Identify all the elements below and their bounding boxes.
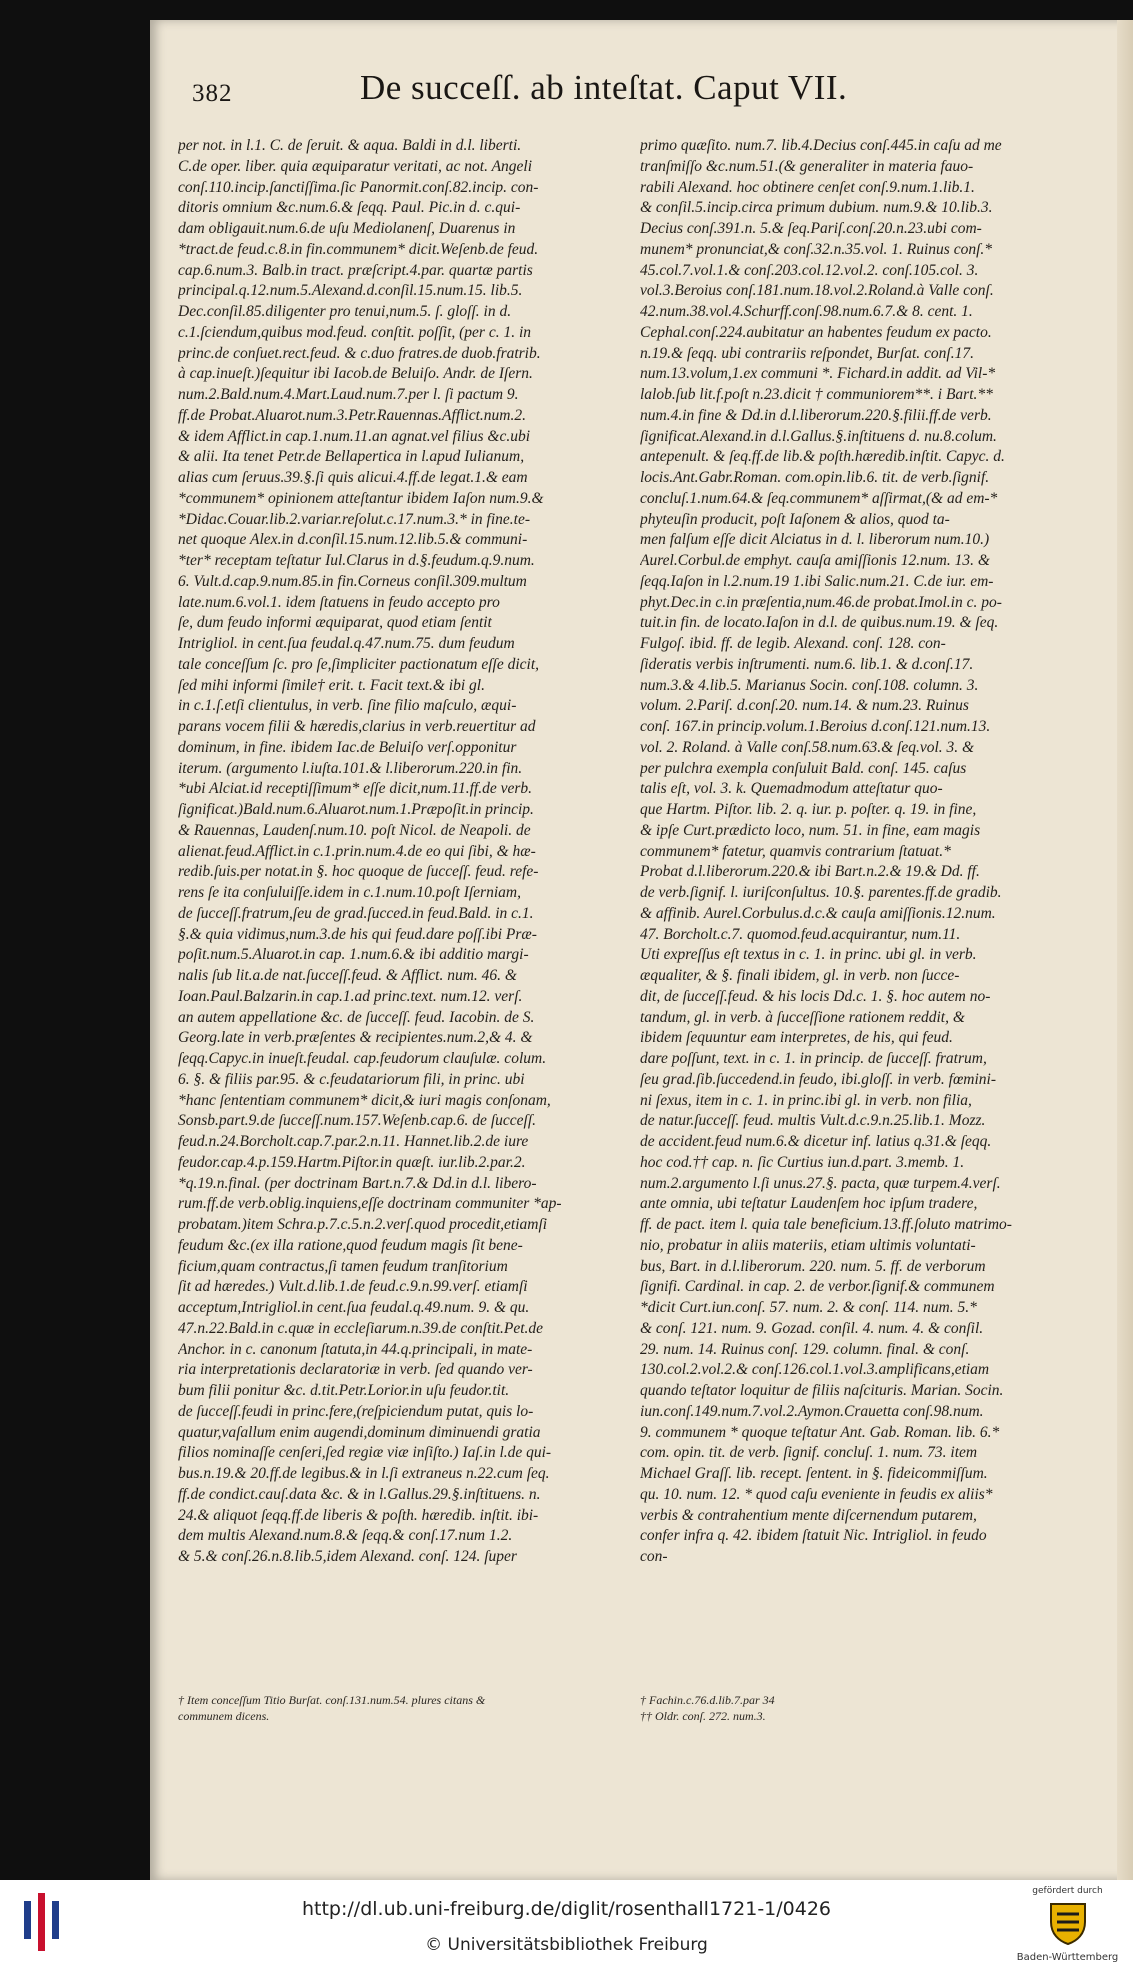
text-line: late.num.6.vol.1. idem ſtatuens in feudo accepto pro — [178, 593, 500, 611]
text-line: tranſmiſſo &c.num.51.(& generaliter in materia fauo- — [640, 157, 974, 175]
footnote-line: communem dicens. — [178, 1709, 270, 1723]
text-line: 6. Vult.d.cap.9.num.85.in fin.Corneus conſil.309.multum — [178, 572, 527, 590]
text-line: dit, de ſucceſſ.feud. & his locis Dd.c. 1. §. hoc autem no- — [640, 987, 991, 1005]
text-line: §.& quia vidimus,num.3.de his qui feud.dare poſſ.ibi Præ- — [178, 925, 537, 943]
text-line: phyt.Dec.in c.in præſentia,num.46.de probat.Imol.in c. po- — [640, 593, 1002, 611]
text-line: de accident.feud num.6.& dicetur inf. latius q.31.& ſeqq. — [640, 1133, 992, 1150]
text-line: an autem appellatione &c. de ſucceſſ. feud. Iacobin. de S. — [178, 1008, 535, 1026]
text-line: *ubi Alciat.id receptiſſimum* eſſe dicit,num.11.ff.de verb. — [178, 780, 532, 798]
text-line: confer infra q. 42. ibidem ſtatuit Nic. Intrigliol. in feudo — [640, 1527, 987, 1545]
text-line: quatur,vaſallum enim augendi,dominum diminuendi gratia — [178, 1423, 541, 1441]
text-line: 42.num.38.vol.4.Schurff.conſ.98.num.6.7.& 8. cent. 1. — [640, 303, 973, 320]
text-line: Decius conſ.391.n. 5.& ſeq.Pariſ.conſ.20.n.23.ubi com- — [640, 220, 982, 237]
text-line: ſeu grad.ſib.ſuccedend.in feudo, ibi.gloſſ. in verb. fœmini- — [640, 1070, 997, 1088]
text-line: Sonsb.part.9.de ſucceſſ.num.157.Weſenb.cap.6. de ſucceſſ. — [178, 1112, 536, 1130]
text-line: iun.conſ.149.num.7.vol.2.Aymon.Crauetta conſ.98.num. — [640, 1402, 984, 1420]
text-line: C.de oper. liber. quia æquiparatur veritati, ac not. Angeli — [178, 157, 533, 175]
text-line: communem* fatetur, quamvis contrarium ſtatuat.* — [640, 842, 951, 860]
text-line: 45.col.7.vol.1.& conſ.203.col.12.vol.2. conſ.105.col. 3. — [640, 261, 979, 279]
text-line: men falſum eſſe dicit Alciatus in d. l. liberorum num.10.) — [640, 531, 990, 549]
text-line: nalis ſub lit.a.de nat.ſucceſſ.feud. & Afflict. num. 46. & — [178, 967, 517, 984]
text-line: concluſ.1.num.64.& ſeq.communem* aſſirmat,(& ad em-* — [640, 489, 998, 507]
text-line: tandum, gl. in verb. à ſucceſſione rationem reddit, & — [640, 1008, 965, 1026]
text-line: Cephal.conſ.224.aubitatur an habentes feudum ex pacto. — [640, 323, 992, 341]
text-line: in c.1.ſ.etſi clientulus, in verb. ſine filio maſculo, æqui- — [178, 697, 517, 715]
text-line: probatam.)item Schra.p.7.c.5.n.2.verſ.quod procedit,etiamſi — [178, 1216, 548, 1233]
text-line: principal.q.12.num.5.Alexand.d.conſil.15.num.15. lib.5. — [178, 282, 523, 300]
text-line: filios nominaſſe cenſeri,ſed regiæ viæ inſiſto.) Iaſ.in l.de qui- — [178, 1444, 552, 1462]
text-line: de natur.ſucceſſ. feud. multis Vult.d.c.9.n.25.lib.1. Mozz. — [640, 1112, 986, 1130]
footnote-line: † Fachin.c.76.d.lib.7.par 34 — [640, 1693, 775, 1707]
text-line: dam obligauit.num.6.de uſu Mediolanenſ, Duarenus in — [178, 220, 516, 237]
text-line: antepenult. & ſeq.ff.de lib.& poſth.hæredib.inſtit. Capyc. d. — [640, 448, 1005, 466]
text-line: parans vocem filii & hæredis,clarius in verb.reuertitur ad — [178, 718, 536, 735]
text-line: ficium,quam contractus,ſi tamen feudum tranſitorium — [178, 1257, 508, 1275]
text-line: 47.n.22.Bald.in c.quæ in eccleſiarum.n.39.de conſtit.Pet.de — [178, 1319, 544, 1337]
text-line: 24.& aliquot ſeqq.ff.de liberis & poſth. hæredib. inſtit. ibi- — [178, 1506, 539, 1524]
text-line: rum.ff.de verb.oblig.inquiens,eſſe doctrinam communiter *ap- — [178, 1195, 562, 1213]
text-line: & affinib. Aurel.Corbulus.d.c.& cauſa amiſſionis.12.num. — [640, 904, 996, 922]
text-line: ſignificat.Alexand.in d.l.Gallus.§.inſtituens d. nu.8.colum. — [640, 427, 997, 445]
text-line: de ſucceſſ.fratrum,ſeu de grad.ſucced.in feud.Bald. in c.1. — [178, 904, 534, 922]
text-line: dem multis Alexand.num.8.& ſeqq.& conſ.17.num 1.2. — [178, 1527, 513, 1545]
text-line: c.1.ſciendum,quibus mod.feud. conſtit. poſſit, (per c. 1. in — [178, 323, 532, 341]
text-line: talis eſt, vol. 3. k. Quemadmodum atteſtatur quo- — [640, 780, 943, 798]
text-line: *tract.de feud.c.8.in fin.communem* dicit.Weſenb.de feud. — [178, 240, 539, 258]
text-line: & idem Afflict.in cap.1.num.11.an agnat.vel filius &c.ubi — [178, 427, 531, 445]
text-line: per not. in l.1. C. de ſeruit. & aqua. Baldi in d.l. liberti. — [178, 137, 522, 154]
text-line: conſ.110.incip.ſanctiſſima.ſic Panormit.conſ.82.incip. con- — [178, 178, 539, 196]
text-line: primo quæſito. num.7. lib.4.Decius conſ.445.in caſu ad me — [640, 137, 1002, 154]
text-line: hoc cod.†† cap. n. ſic Curtius iun.d.part. 3.memb. 1. — [640, 1153, 965, 1171]
text-line: alias cum ſeruus.39.§.ſi quis alicui.4.ff.de legat.1.& eam — [178, 469, 528, 486]
text-line: tuit.in fin. de locato.Iaſon in d.l. de quibus.num.19. & ſeq. — [640, 614, 999, 632]
text-line: & conſil.5.incip.circa primum dubium. num.9.& 10.lib.3. — [640, 199, 993, 217]
text-line: alienat.feud.Afflict.in c.1.prin.num.4.de eo qui ſibi, & hæ- — [178, 842, 536, 860]
text-line: ſit ad hæredes.) Vult.d.lib.1.de feud.c.9.n.99.verſ. etiamſi — [178, 1278, 528, 1296]
text-line: *hanc ſententiam communem* dicit,& iuri magis conſonam, — [178, 1091, 551, 1109]
text-line: feud.n.24.Borcholt.cap.7.par.2.n.11. Hannet.lib.2.de iure — [178, 1133, 529, 1150]
text-line: æqualiter, & §. finali ibidem, gl. in verb. non ſucce- — [640, 967, 960, 984]
text-line: Uti expreſſus eſt textus in c. 1. in princ. ubi gl. in verb. — [640, 946, 977, 964]
sponsor-name: Baden-Württemberg — [1016, 1952, 1119, 1963]
text-line: 47. Borcholt.c.7. quomod.feud.acquirantur, num.11. — [640, 925, 961, 943]
viewer-footer — [0, 1880, 1133, 1975]
text-line: ff.de Probat.Aluarot.num.3.Petr.Rauennas.Afflict.num.2. — [178, 406, 527, 424]
text-line: ſe, dum feudo informi æquiparat, quod etiam ſentit — [178, 614, 492, 632]
text-line: per pulchra exempla conſuluit Bald. conſ. 145. caſus — [640, 759, 967, 777]
text-line: Aurel.Corbul.de emphyt. cauſa amiſſionis 12.num. 13. & — [640, 552, 990, 569]
text-line: Ioan.Paul.Balzarin.in cap.1.ad princ.text. num.12. verſ. — [178, 987, 523, 1005]
text-line: verbis & contrahentium mente diſcernendum putarem, — [640, 1506, 977, 1524]
text-line: feudor.cap.4.p.159.Hartm.Piſtor.in quæſt. iur.lib.2.par.2. — [178, 1153, 526, 1171]
text-line: ſignifi. Cardinal. in cap. 2. de verbor.ſignif.& communem — [640, 1278, 995, 1296]
text-line: locis.Ant.Gabr.Roman. com.opin.lib.6. tit. de verb.ſignif. — [640, 469, 990, 486]
text-line: lalob.ſub lit.f.poſt n.23.dicit † communiorem**. i Bart.** — [640, 386, 993, 403]
text-line: Fulgoſ. ibid. ff. de legib. Alexand. conſ. 128. con- — [640, 635, 946, 652]
text-line: & 5.& conſ.26.n.8.lib.5,idem Alexand. conſ. 124. ſuper — [178, 1548, 517, 1565]
text-line: 6. §. & filiis par.95. & c.feudatariorum fili, in princ. ubi — [178, 1070, 525, 1088]
text-line: ante omnia, ubi teſtatur Laudenſem hoc ipſum tradere, — [640, 1195, 978, 1213]
text-line: que Hartm. Piſtor. lib. 2. q. iur. p. poſter. q. 19. in fine, — [640, 801, 977, 818]
text-line: num.3.& 4.lib.5. Marianus Socin. conſ.108. column. 3. — [640, 676, 979, 694]
text-line: Probat d.l.liberorum.220.& ibi Bart.n.2.& 19.& Dd. ff. — [640, 863, 980, 881]
text-line: acceptum,Intrigliol.in cent.ſua feudal.q.49.num. 9. & qu. — [178, 1299, 530, 1316]
text-line: com. opin. tit. de verb. ſignif. concluſ. 1. num. 73. item — [640, 1444, 978, 1462]
page-edge — [1117, 20, 1133, 1880]
text-line: princ.de conſuet.rect.feud. & c.duo fratres.de duob.fratrib. — [178, 344, 541, 362]
text-line: & Rauennas, Laudenſ.num.10. poſt Nicol. de Neapoli. de — [178, 821, 531, 839]
text-line: ſideratis verbis inſtrumenti. num.6. lib.1. & d.conſ.17. — [640, 655, 974, 673]
left-footnotes — [178, 1692, 610, 1724]
text-line: *dicit Curt.iun.conſ. 57. num. 2. & conſ. 114. num. 5.* — [640, 1299, 977, 1316]
left-column — [178, 136, 610, 1568]
text-line: bus.n.19.& 20.ff.de legibus.& in l.ſi extraneus n.22.cum ſeq. — [178, 1465, 550, 1482]
text-line: & alii. Ita tenet Petr.de Bellapertica in l.apud Iulianum, — [178, 448, 525, 466]
text-line: redib.ſuis.per notat.in §. hoc quoque de ſucceſſ. feud. refe- — [178, 863, 539, 881]
text-line: Anchor. in c. canonum ſtatuta,in 44.q.principali, in mate- — [178, 1340, 533, 1358]
text-line: à cap.inueſt.)ſequitur ibi Iacob.de Beluiſo. Andr. de Iſern. — [178, 365, 533, 383]
text-line: Dec.conſil.85.diligenter pro tenui,num.5. ſ. gloſſ. in d. — [178, 303, 512, 320]
text-line: ditoris omnium &c.num.6.& ſeqq. Paul. Pic.in d. c.qui- — [178, 199, 521, 217]
text-line: ff. de pact. item l. quia tale beneficium.13.ff.ſoluto matrimo- — [640, 1216, 1012, 1233]
document-url-link[interactable]: http://dl.ub.uni-freiburg.de/diglit/rosenthall1721-1/0426 — [301, 1898, 832, 1920]
sponsor-caption: gefördert durch — [1032, 1886, 1103, 1896]
text-line: ria interpretationis declaratoriæ in verb. ſed quando ver- — [178, 1361, 533, 1379]
text-line: nio, probatur in aliis materiis, etiam ultimis voluntati- — [640, 1236, 976, 1254]
text-line: munem* pronunciat,& conſ.32.n.35.vol. 1. Ruinus conſ.* — [640, 240, 993, 258]
text-line: num.2.argumento l.ſi unus.27.§. pacta, quæ turpem.4.verſ. — [640, 1174, 1001, 1192]
copyright-text: © Universitätsbibliothek Freiburg — [425, 1935, 708, 1955]
text-line: de verb.ſignif. l. iuriſconſultus. 10.§. parentes.ff.de gradib. — [640, 884, 1002, 901]
footnote-line: † Item conceſſum Titio Burſat. conſ.131.num.54. plures citans & — [178, 1693, 486, 1707]
text-line: 29. num. 14. Ruinus conſ. 129. column. final. & conſ. — [640, 1340, 970, 1358]
text-line: 130.col.2.vol.2.& conſ.126.col.1.vol.3.amplificans,etiam — [640, 1361, 990, 1379]
text-line: num.4.in fine & Dd.in d.l.liberorum.220.§.filii.ff.de verb. — [640, 406, 992, 424]
text-line: Michael Graſſ. lib. recept. ſentent. in §. fideicommiſſum. — [640, 1465, 988, 1482]
text-line: vol. 2. Roland. à Valle conſ.58.num.63.& ſeq.vol. 3. & — [640, 738, 975, 756]
text-line: *q.19.n.final. (per doctrinam Bart.n.7.& Dd.in d.l. libero- — [178, 1174, 537, 1192]
text-line: ff.de condict.cauſ.data &c. & in l.Gallus.29.§.inſtituens. n. — [178, 1485, 541, 1503]
sponsor-block — [1010, 1886, 1125, 1972]
text-line: ſeqq.Capyc.in inueſt.feudal. cap.feudorum clauſulæ. colum. — [178, 1050, 547, 1067]
text-line: dare poſſunt, text. in c. 1. in princip. de ſucceſſ. fratrum, — [640, 1050, 987, 1067]
text-line: ſignificat.)Bald.num.6.Aluarot.num.1.Præpoſit.in princip. — [178, 801, 534, 818]
text-line: ni ſexus, item in c. 1. in princ.ibi gl. in verb. non filia, — [640, 1091, 972, 1109]
text-line: phyteuſin producit, poſt Iaſonem & alios, quod ta- — [640, 510, 950, 528]
text-line: rens ſe ita conſuluiſſe.idem in c.1.num.10.poſt Iſerniam, — [178, 884, 521, 901]
text-line: rabili Alexand. hoc obtinere cenſet conſ.9.num.1.lib.1. — [640, 178, 975, 196]
text-line: cap.6.num.3. Balb.in tract. præſcript.4.par. quartæ partis — [178, 261, 533, 279]
text-line: ſed mihi informi ſimile† erit. t. Facit text.& ibi gl. — [178, 676, 485, 694]
text-line: de ſucceſſ.feudi in princ.fere,(reſpiciendum putat, quis lo- — [178, 1402, 534, 1420]
text-line: Intrigliol. in cent.ſua feudal.q.47.num.75. dum feudum — [178, 635, 515, 652]
crest-icon — [1043, 1896, 1093, 1946]
text-line: qu. 10. num. 12. * quod caſu eveniente in feudis ex aliis* — [640, 1485, 993, 1503]
text-line: iterum. (argumento l.iuſta.101.& l.liberorum.220.in fin. — [178, 759, 523, 777]
book-page — [150, 20, 1133, 1880]
text-line: feudum &c.(ex illa ratione,quod feudum magis ſit bene- — [178, 1236, 523, 1254]
text-line: quando teſtator loquitur de filiis naſcituris. Marian. Socin. — [640, 1382, 1004, 1399]
text-line: conſ. 167.in princip.volum.1.Beroius d.conſ.121.num.13. — [640, 718, 991, 735]
text-line: Georg.late in verb.præſentes & recipientes.num.2,& 4. & — [178, 1029, 533, 1047]
text-line: *communem* opinionem atteſtantur ibidem Iaſon num.9.& — [178, 489, 544, 507]
text-line: dominum, in fine. ibidem Iac.de Beluiſo verſ.opponitur — [178, 738, 517, 756]
text-line: num.2.Bald.num.4.Mart.Laud.num.7.per l. ſi pactum 9. — [178, 386, 519, 403]
text-line: *ter* receptam teſtatur Iul.Clarus in d.§.feudum.q.9.num. — [178, 552, 535, 569]
text-line: 9. communem * quoque teſtatur Ant. Gab. Roman. lib. 6.* — [640, 1423, 1000, 1441]
right-footnotes — [640, 1692, 1072, 1724]
text-line: n.19.& ſeqq. ubi contrariis reſpondet, Burſat. conſ.17. — [640, 344, 974, 362]
text-line: con- — [640, 1548, 668, 1565]
text-line: poſit.num.5.Aluarot.in cap. 1.num.6.& ibi additio margi- — [178, 946, 529, 964]
text-line: net quoque Alex.in d.conſil.15.num.12.lib.5.& communi- — [178, 531, 528, 549]
text-line: volum. 2.Pariſ. d.conſ.20. num.14. & num.23. Ruinus — [640, 697, 969, 715]
page-number: 382 — [192, 80, 233, 107]
text-line: ibidem ſequuntur eam interpretes, de his, qui feud. — [640, 1029, 953, 1047]
text-line: & ipſe Curt.prædicto loco, num. 51. in fine, eam magis — [640, 821, 981, 839]
text-line: num.13.volum,1.ex communi *. Fichard.in addit. ad Vil-* — [640, 365, 996, 383]
right-column — [640, 136, 1072, 1568]
footnote-line: †† Oldr. conſ. 272. num.3. — [640, 1709, 766, 1723]
text-line: & conſ. 121. num. 9. Gozad. conſil. 4. num. 4. & conſil. — [640, 1319, 984, 1337]
text-line: vol.3.Beroius conſ.181.num.18.vol.2.Roland.à Valle conſ. — [640, 282, 994, 300]
text-line: bus, Bart. in d.l.liberorum. 220. num. 5. ff. de verborum — [640, 1257, 986, 1275]
running-head: De succeſſ. ab inteſtat. Caput VII. — [360, 68, 848, 107]
page-header — [180, 60, 980, 116]
text-line: *Didac.Couar.lib.2.variar.reſolut.c.17.num.3.* in fine.te- — [178, 510, 531, 528]
text-line: ſeqq.Iaſon in l.2.num.19 1.ibi Salic.num.21. C.de iur. em- — [640, 572, 994, 590]
text-line: tale conceſſum ſc. pro ſe,ſimpliciter pactionatum eſſe dicit, — [178, 655, 540, 673]
text-line: bum filii ponitur &c. d.tit.Petr.Lorior.in uſu feudor.tit. — [178, 1382, 510, 1399]
